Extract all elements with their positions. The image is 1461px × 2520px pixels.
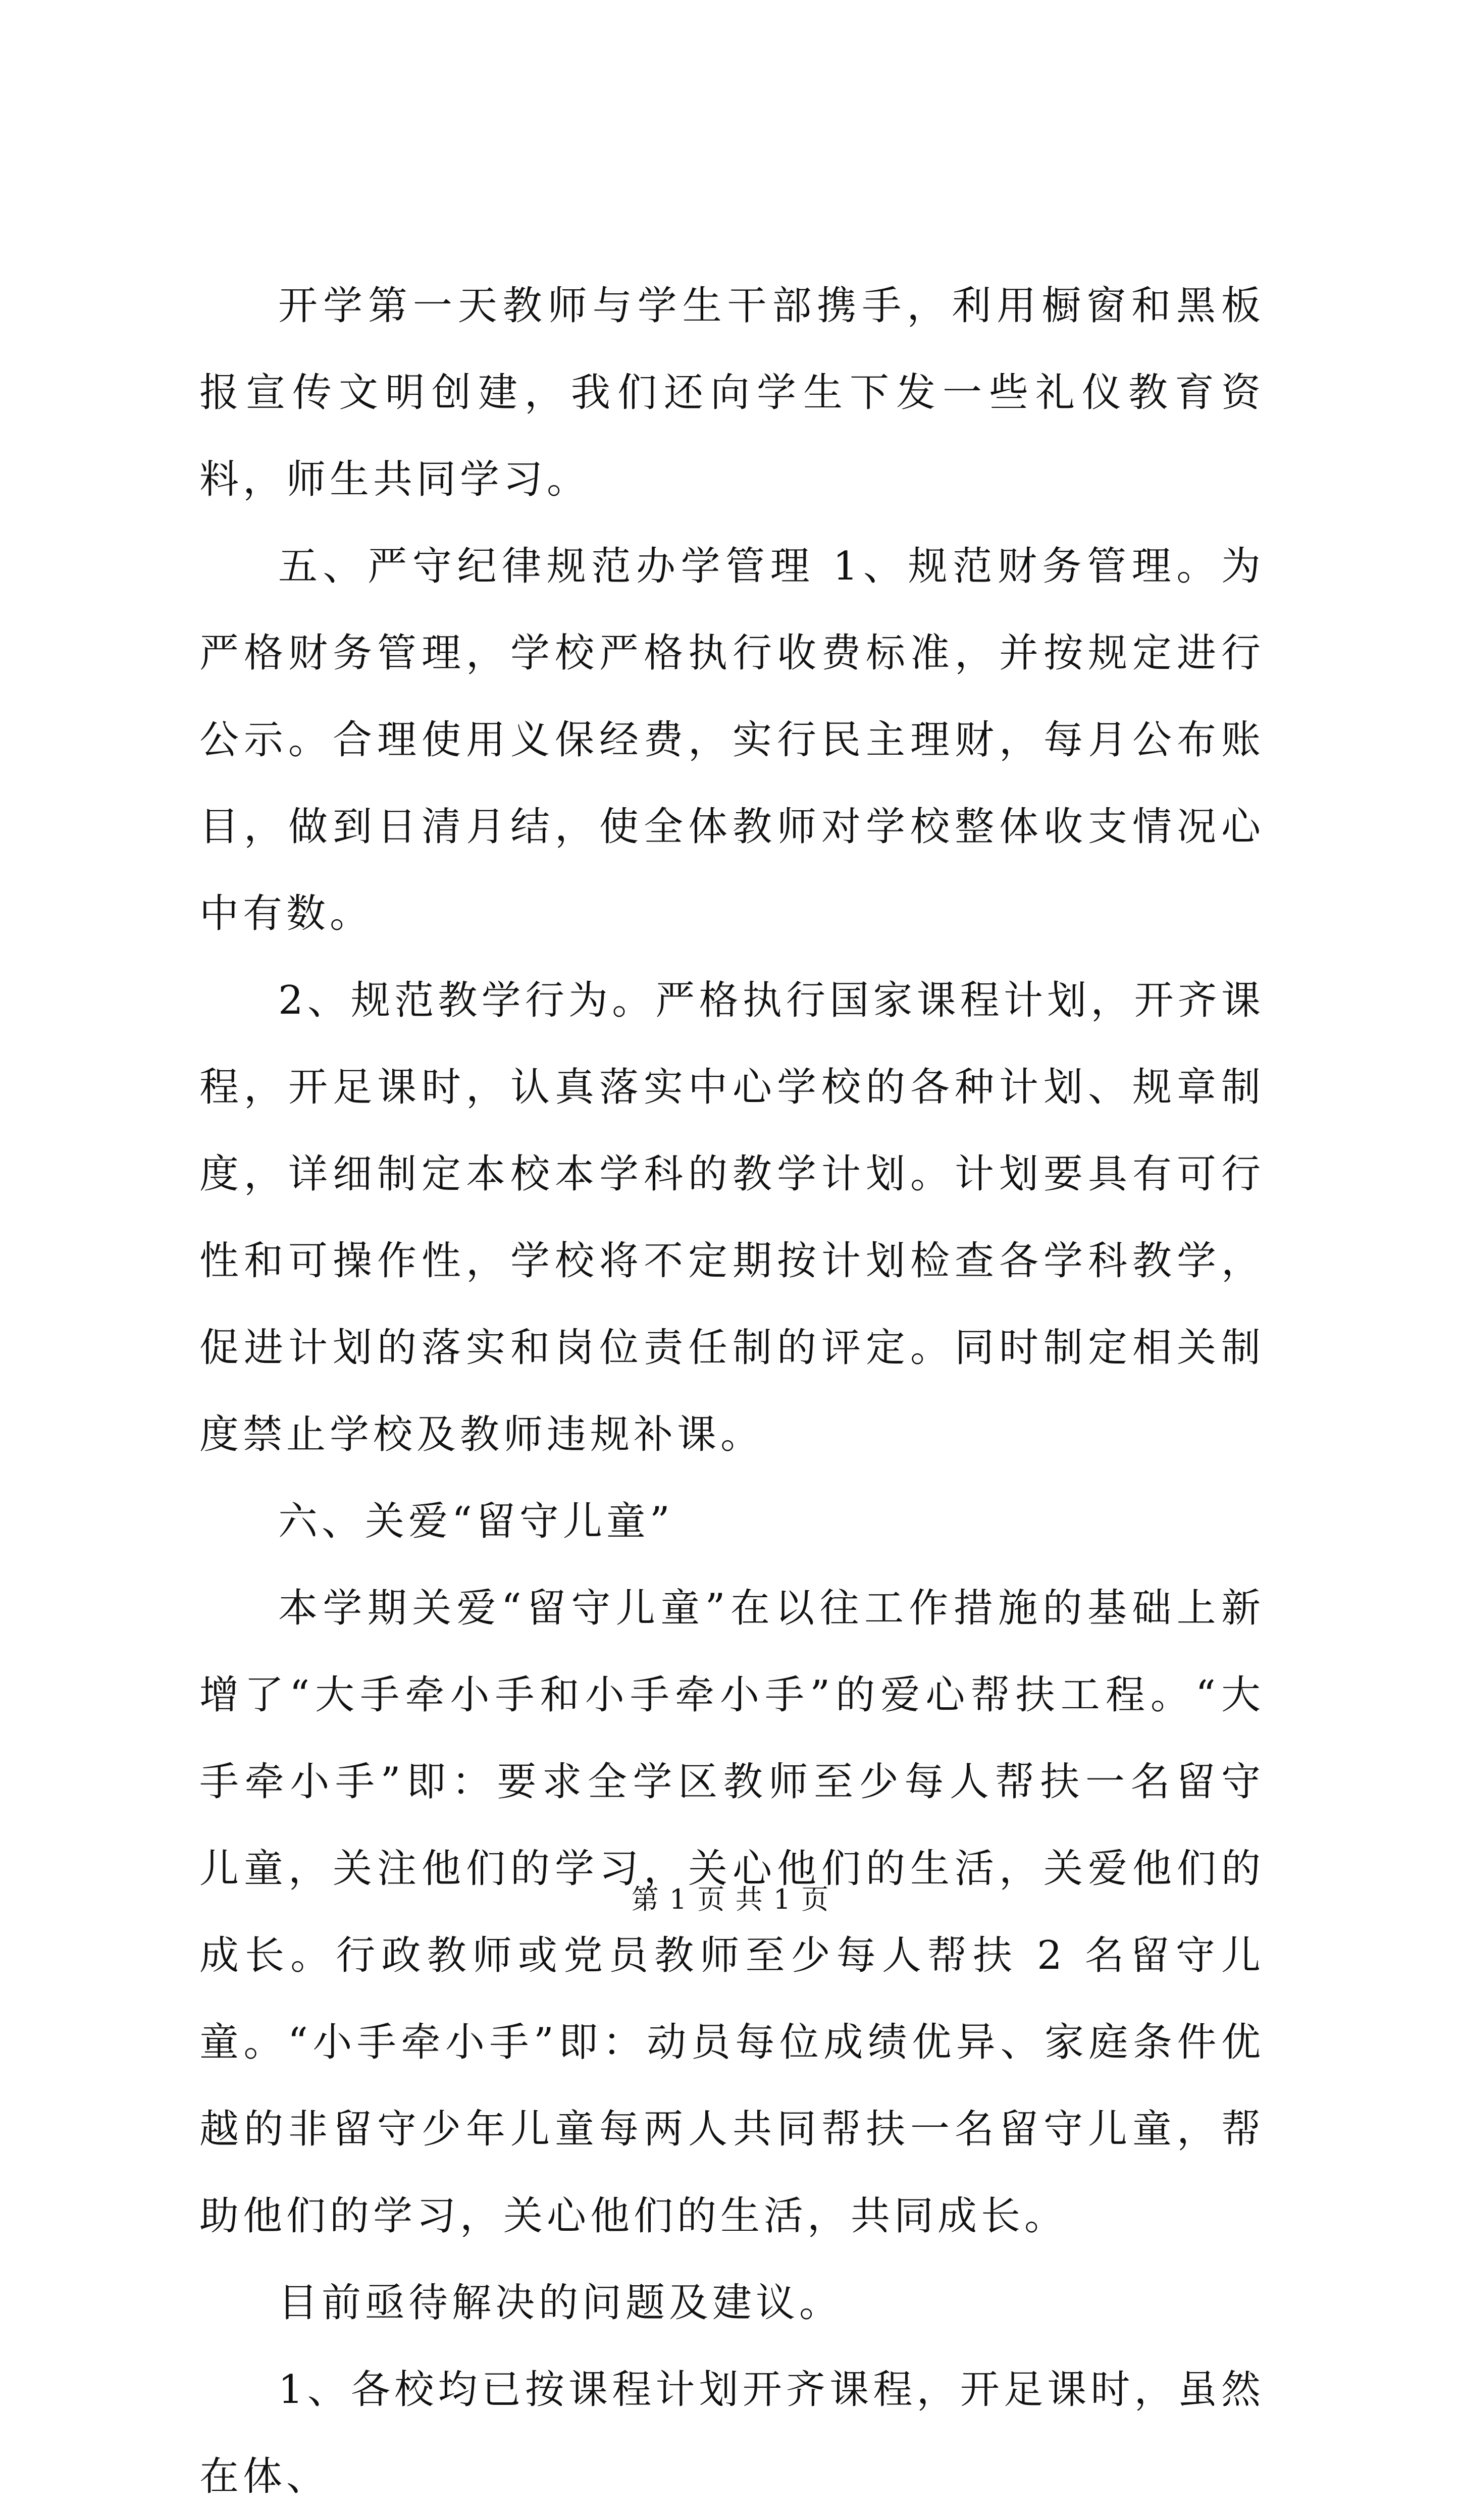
paragraph-section-five-finance: 五、严守纪律规范办学管理 1、规范财务管理。为严格财务管理，学校严格执行收费标准，并按规定进行公示。合理使用义保经费，实行民主理财，每月公布账目，做到日清月结，使全体教师对学校整体收支情况心中有数。 (199, 544, 1265, 936)
paragraph-current-issues-heading: 目前亟待解决的问题及建议。 (278, 2280, 843, 2326)
paragraph-teaching-conduct: 2、规范教学行为。严格执行国家课程计划，开齐课程，开足课时，认真落实中心学校的各种计划、规章制度，详细制定本校本学科的教学计划。计划要具有可行性和可操作性，学校将不定期按计划检查各学科教学，促进计划的落实和岗位责任制的评定。同时制定相关制度禁止学校及教师违规补课。 (199, 978, 1265, 1457)
document-body (199, 262, 1265, 2520)
paragraph-issue-one: 1、各校均已按课程计划开齐课程，开足课时，虽然在体、 (199, 2367, 1265, 2499)
paragraph-left-behind-children-program: 本学期关爱“留守儿童”在以往工作措施的基础上新增了“大手牵小手和小手牵小手”的爱心帮扶工程。“大手牵小手”即：要求全学区教师至少每人帮扶一名留守儿童，关注他们的学习，关心他们的生活，关爱他们的成长。行政教师或党员教师至少每人帮扶 2 名留守儿童。“小手牵小手”即：动员每位成绩优异、家庭条件优越的非留守少年儿童每两人共同帮扶一名留守儿童，帮助他们的学习，关心他们的生活，共同成长。 (199, 1586, 1265, 2239)
section-heading-left-behind-children: 六、关爱“留守儿童” (278, 1499, 674, 1544)
page-number-footer: 第 1 页 共 1 页 (631, 1883, 830, 1915)
paragraph-civilization-campaign: 开学第一天教师与学生干部携手，利用橱窗和黑板报宣传文明创建，我们还向学生下发一些礼仪教育资料，师生共同学习。 (199, 283, 1265, 502)
